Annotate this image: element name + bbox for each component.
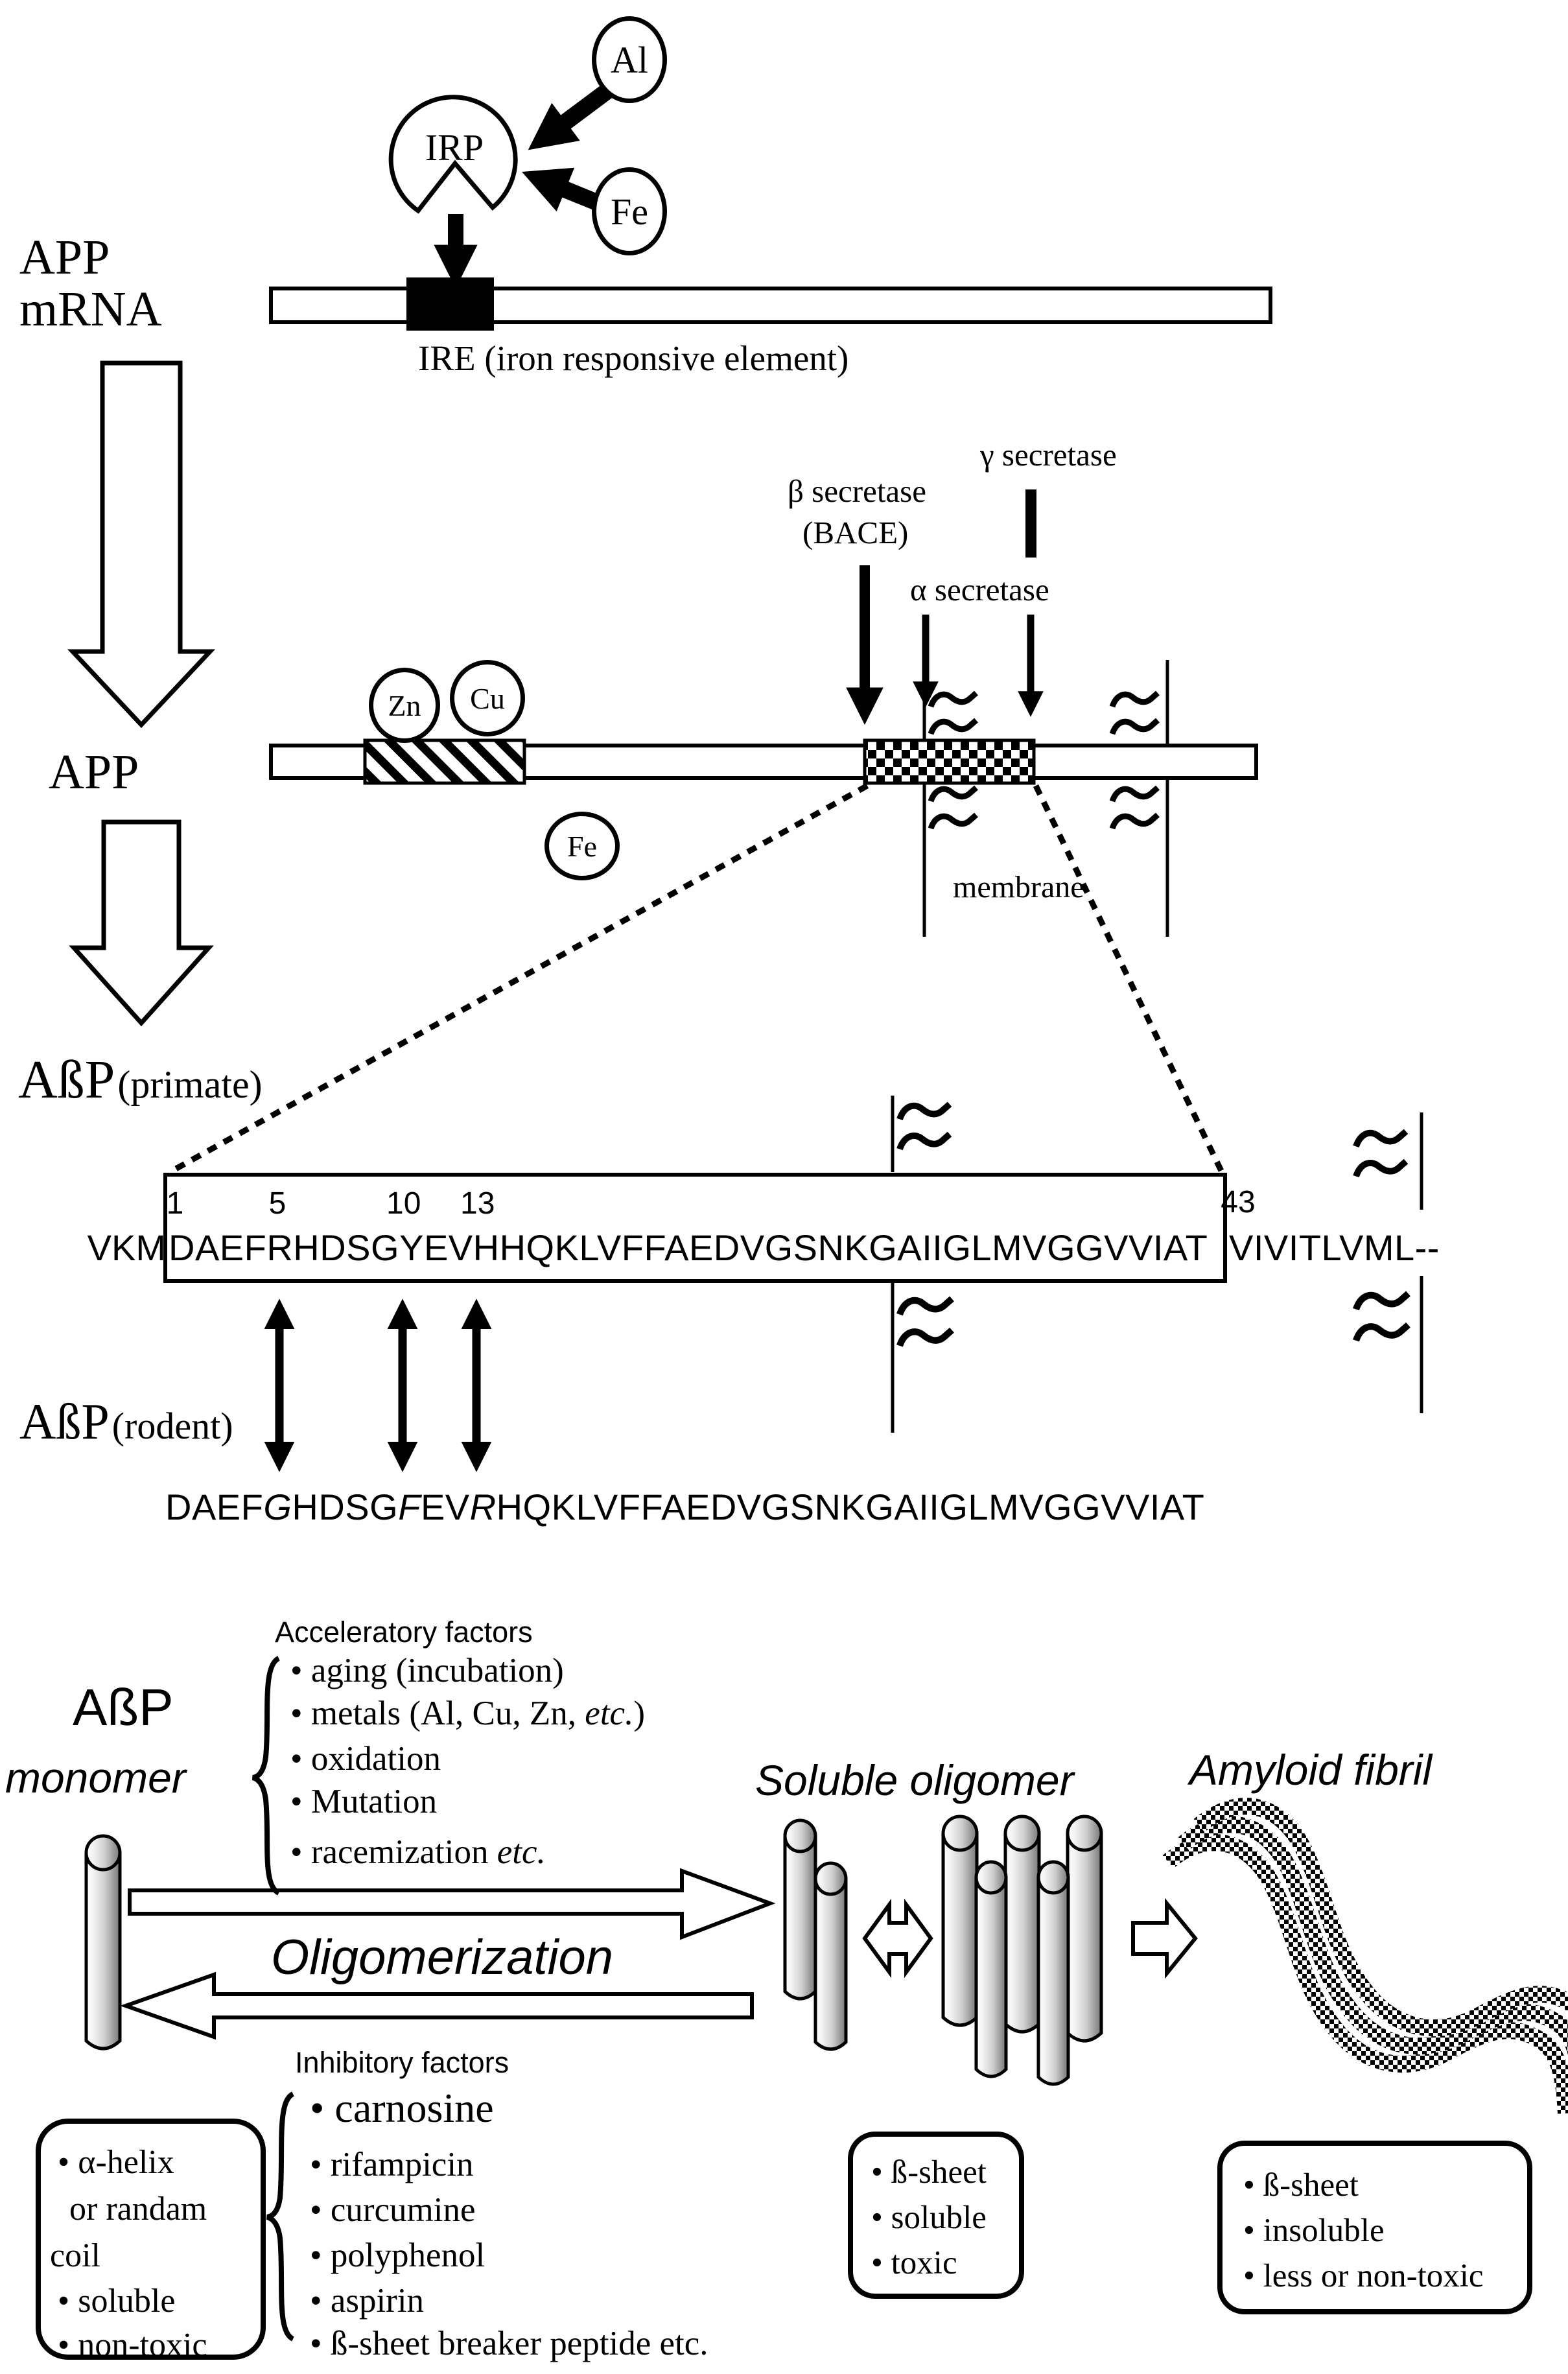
irp-label: IRP (425, 126, 484, 169)
monomer-box-line5: • non-toxic (58, 2329, 207, 2362)
primate-seq-pre: VKM (87, 1227, 166, 1268)
alpha-secretase-label: α secretase (910, 572, 1049, 607)
oligomer-box-line3: • toxic (871, 2247, 957, 2280)
lipid-squiggle (1112, 693, 1158, 734)
fe2-circle (544, 812, 620, 880)
fe-circle (592, 167, 667, 255)
zn-label: Zn (388, 688, 421, 722)
abp-rodent-main: AßP (19, 1393, 110, 1450)
lipid-squiggle (931, 788, 976, 829)
seq-pos-5: 5 (268, 1186, 287, 1221)
fibril-box-line3: • less or non-toxic (1243, 2260, 1484, 2293)
fe2-label: Fe (567, 829, 597, 863)
monomer-box-line4: • soluble (58, 2285, 175, 2318)
acceleratory-brace (253, 1658, 279, 1893)
inhibitory-item-rifampicin: • rifampicin (310, 2147, 474, 2183)
translation-arrow (73, 363, 210, 725)
seq-pos-1: 1 (166, 1186, 184, 1221)
monomer-label: monomer (5, 1754, 186, 1802)
zoom-line-left (170, 786, 867, 1172)
oligomer-box-line1: • ß-sheet (871, 2156, 987, 2189)
seq-pos-10: 10 (386, 1186, 421, 1221)
amyloid-fibril-shape (1168, 1806, 1568, 2113)
cu-label: Cu (470, 681, 505, 715)
oligomer-dimer (785, 1820, 846, 2049)
acceleratory-item-metals (290, 1696, 645, 1732)
fibril-box-line2: • insoluble (1243, 2215, 1385, 2248)
soluble-oligomer-label: Soluble oligomer (755, 1756, 1074, 1804)
inhibitory-item-carnosine: • carnosine (310, 2086, 494, 2130)
fibril-box-line1: • ß-sheet (1243, 2169, 1359, 2202)
metals-etc: etc. (585, 1695, 634, 1732)
abp-primate-label (18, 1052, 263, 1109)
processing-arrow (74, 822, 209, 1023)
seq-pos-13: 13 (460, 1186, 495, 1221)
oligomer-cluster (943, 1816, 1101, 2084)
racemization-text: racemization (310, 1833, 497, 1871)
monomer-box-line2: or randam (69, 2191, 207, 2227)
primate-seq-post: VIVITLVML-- (1229, 1227, 1440, 1268)
zoom-line-right (1036, 786, 1221, 1171)
inhibitory-brace (267, 2094, 293, 2339)
lipid-squiggle (1356, 1293, 1409, 1340)
abp-domain (865, 740, 1034, 783)
lipid-squiggle (1112, 788, 1158, 829)
rodent-seg-4-substitution: F (398, 1487, 421, 1527)
app-mrna-label-line2: mRNA (19, 281, 162, 336)
monomer-box-line3: coil (50, 2237, 100, 2274)
oligomer-properties-box (848, 2132, 1024, 2299)
metals-close: ) (633, 1695, 645, 1732)
monomer-cylinder (86, 1836, 120, 2049)
lipid-squiggle (931, 693, 976, 734)
monomer-box-line1: • α-helix (58, 2146, 174, 2180)
acceleratory-item-racemization (290, 1835, 546, 1871)
beta-secretase-label: β secretase (788, 473, 926, 509)
equilibrium-arrow (865, 1905, 931, 1972)
bace-label: (BACE) (802, 515, 909, 550)
lipid-squiggle (1356, 1131, 1406, 1176)
lipid-squiggle (900, 1299, 952, 1345)
rodent-seq (165, 1488, 1204, 1527)
primate-seq-core: DAEFRHDSGYEVHHQKLVFFAEDVGSNKGAIIGLMVGGVVIAT (169, 1227, 1208, 1268)
cu-circle (450, 660, 525, 736)
acceleratory-title: Acceleratory factors (275, 1616, 533, 1649)
acceleratory-item-aging: • aging (incubation) (290, 1653, 564, 1689)
lipid-squiggle (900, 1104, 950, 1149)
app-label: APP (49, 745, 139, 799)
al-label: Al (611, 38, 648, 81)
acceleratory-item-oxidation: • oxidation (290, 1741, 441, 1778)
abp-rodent-label (19, 1395, 233, 1448)
inhibitory-item-polyphenol: • polyphenol (310, 2238, 485, 2274)
metal-binding-domain (365, 740, 524, 783)
seq-pos-43: 43 (1221, 1185, 1256, 1219)
monomer-properties-box (36, 2119, 266, 2364)
abp-primate-main: AßP (18, 1050, 115, 1110)
ire-caption: IRE (iron responsive element) (418, 338, 849, 378)
oligomer-box-line2: • soluble (871, 2202, 987, 2235)
fe-label: Fe (611, 190, 648, 233)
rodent-seg-3: HDSG (292, 1487, 399, 1527)
oligomerization-label: Oligomerization (271, 1930, 613, 1985)
abp-rodent-sub: (rodent) (111, 1405, 233, 1447)
membrane-label: membrane (953, 870, 1084, 904)
rodent-seg-6-substitution: R (469, 1487, 497, 1527)
inhibitory-item-curcumine: • curcumine (310, 2192, 475, 2229)
fibrillation-arrow (1133, 1903, 1195, 1973)
inhibitory-title: Inhibitory factors (295, 2046, 509, 2079)
ire-element-box (406, 277, 494, 331)
inhibitory-item-aspirin: • aspirin (310, 2283, 424, 2320)
abp-monomer-label: AßP (73, 1678, 174, 1736)
fibril-properties-box (1217, 2141, 1532, 2314)
al-to-irp-arrow (543, 86, 614, 139)
acceleratory-item-mutation: • Mutation (290, 1784, 437, 1820)
abp-primate-sub: (primate) (117, 1063, 263, 1106)
al-circle (592, 16, 667, 103)
gamma-secretase-mark (1025, 489, 1036, 558)
racemization-etc: etc. (497, 1833, 546, 1871)
amyloid-fibril-label: Amyloid fibril (1189, 1746, 1433, 1794)
rodent-seg-7: HQKLVFFAEDVGSNKGAIIGLMVGGVVIAT (496, 1487, 1205, 1527)
gamma-secretase-label: γ secretase (980, 437, 1117, 473)
rodent-seg-1: DAEF (165, 1487, 264, 1527)
oligomerization-forward-arrow (130, 1871, 770, 1937)
metals-text: metals (Al, Cu, Zn, (310, 1695, 585, 1732)
inhibitory-item-bsheet-breaker: • ß-sheet breaker peptide etc. (310, 2326, 708, 2362)
rodent-seg-2-substitution: G (263, 1487, 292, 1527)
zn-circle (369, 668, 440, 743)
app-mrna-label (19, 232, 162, 336)
app-mrna-label-line1: APP (19, 230, 110, 285)
rodent-seg-5: EV (420, 1487, 470, 1527)
